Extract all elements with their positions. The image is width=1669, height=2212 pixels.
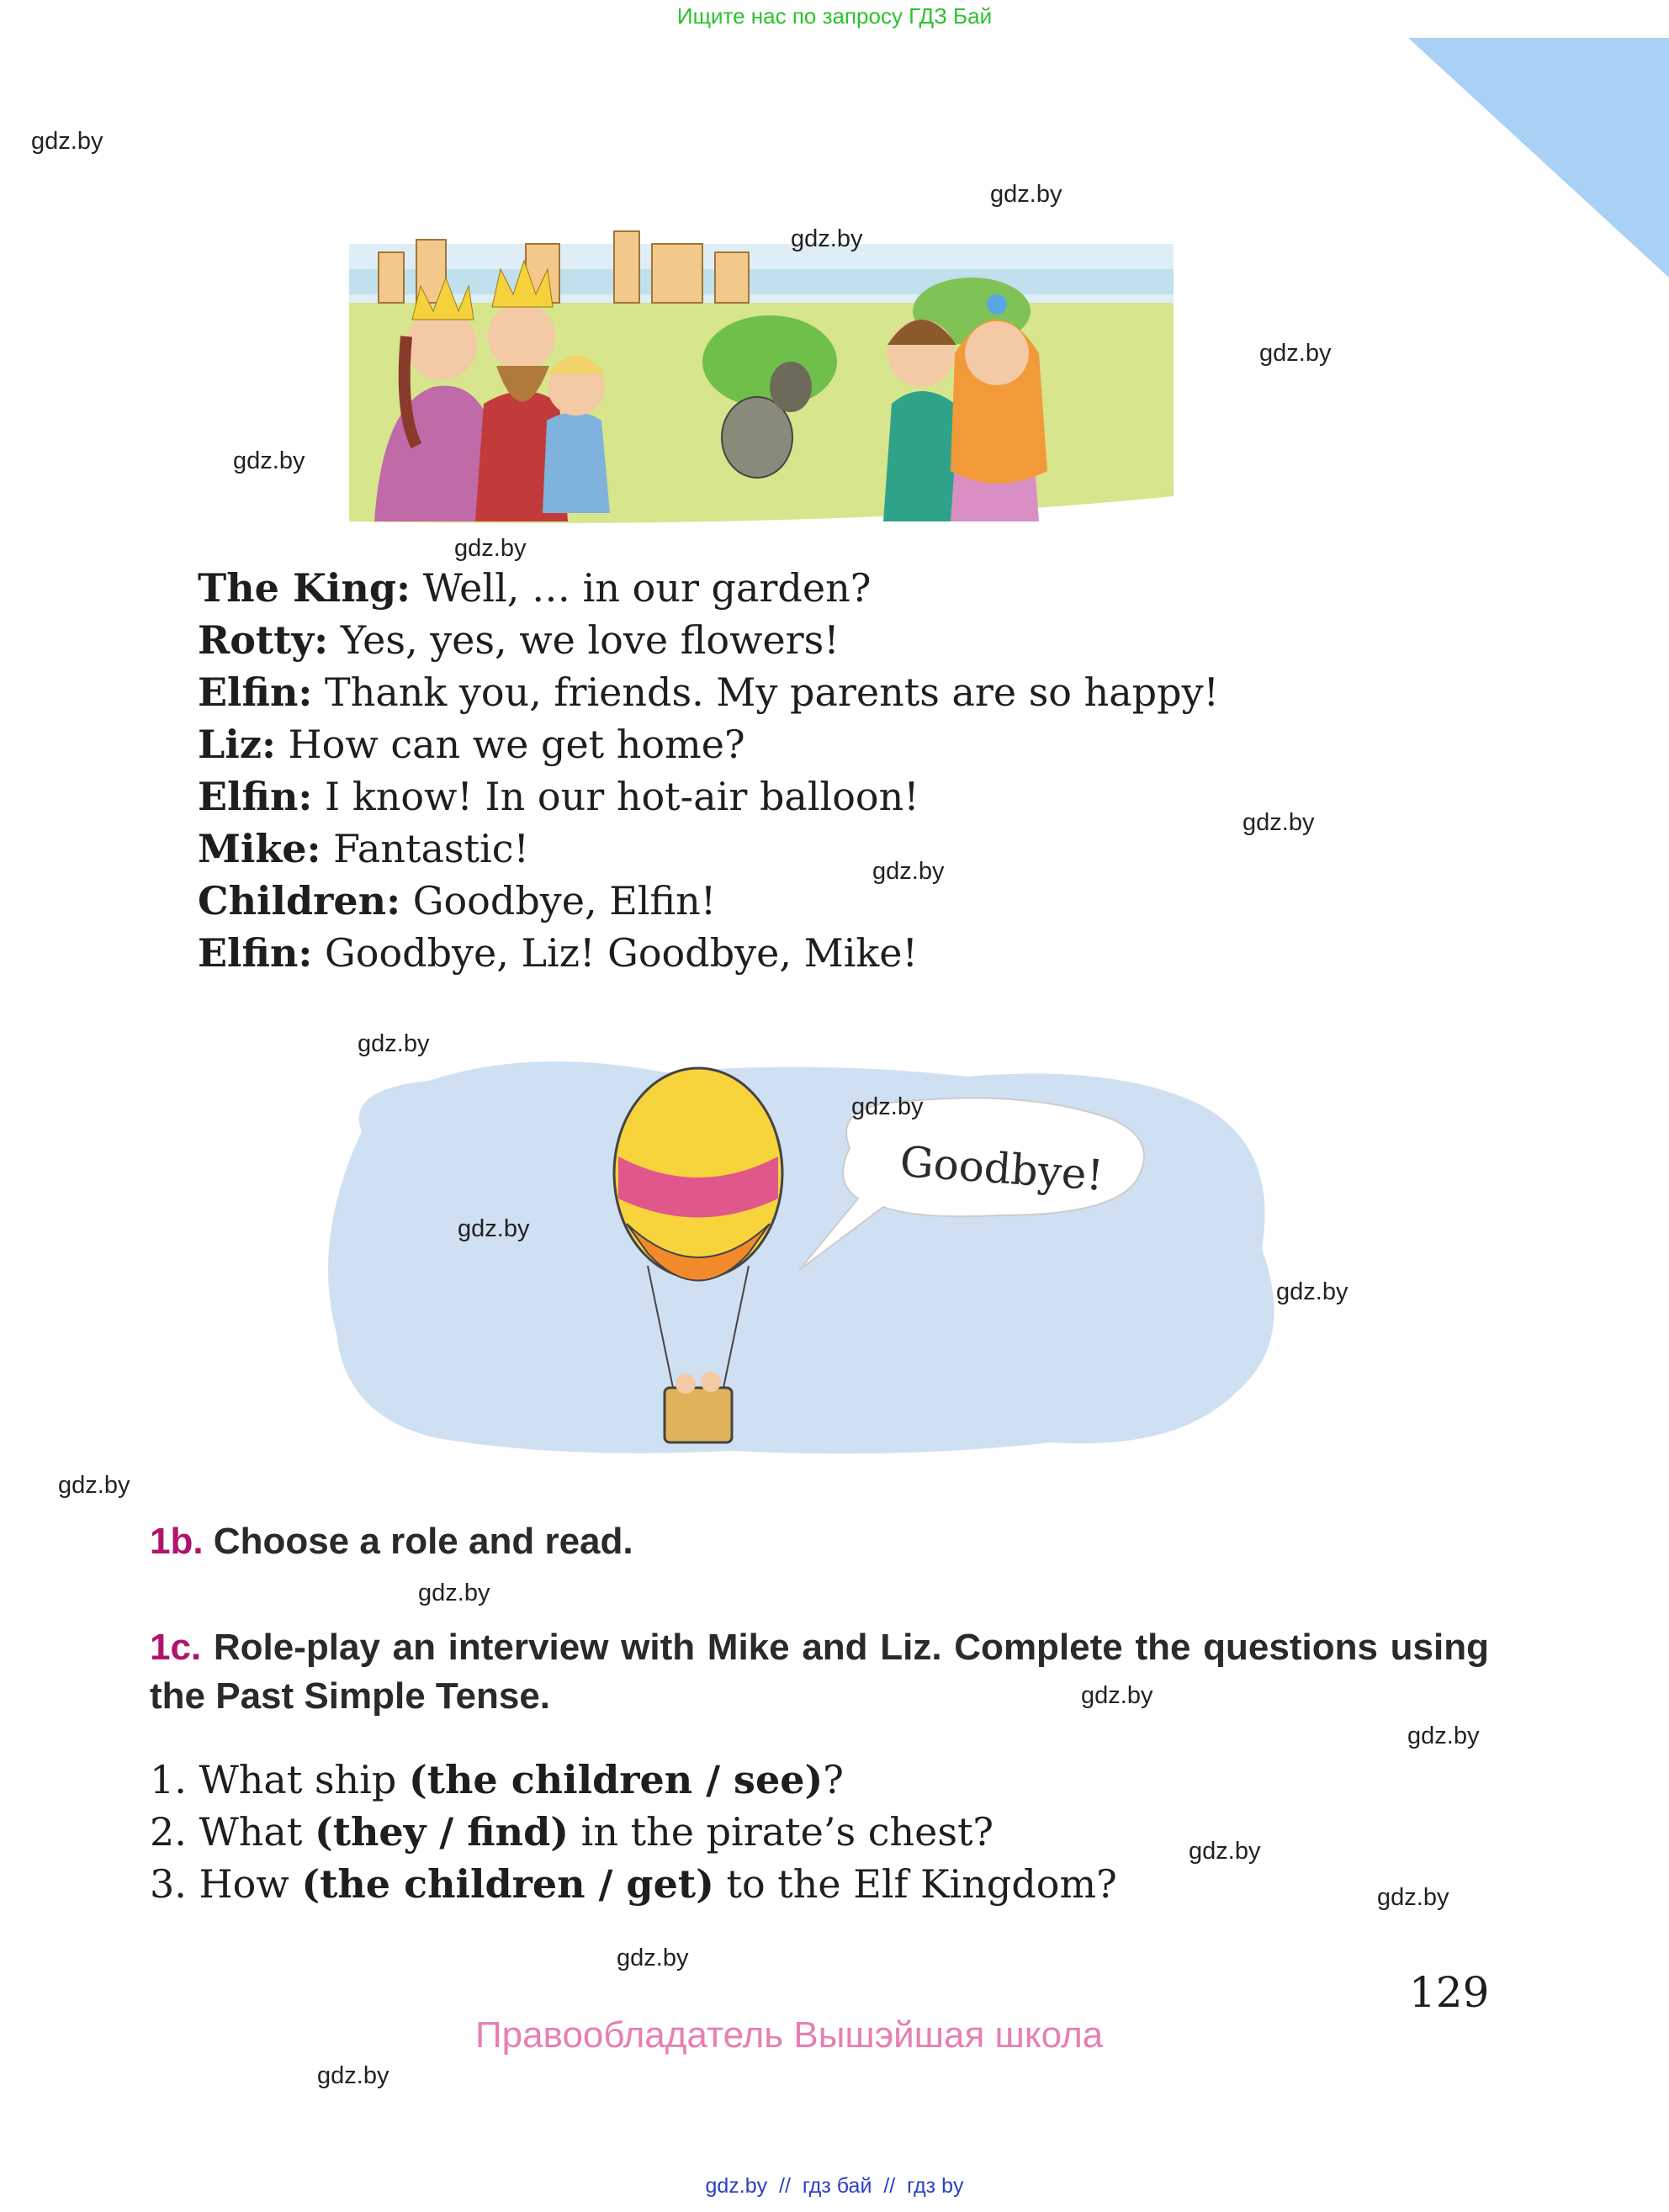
question-item: 2. What (they / find) in the pirate’s chest? [150, 1809, 994, 1855]
mike-figure [883, 320, 959, 521]
garden-scene-illustration [332, 193, 1190, 530]
task-1b-number: 1b. [150, 1521, 204, 1562]
task-1b-text: Choose a role and read. [203, 1521, 633, 1562]
watermark: gdz.by [1189, 1838, 1261, 1865]
dialog-line: Mike: Fantastic! [198, 826, 529, 871]
watermark: gdz.by [617, 1945, 689, 1971]
watermark: gdz.by [233, 447, 305, 474]
watermark: gdz.by [58, 1472, 130, 1499]
watermark: gdz.by [1081, 1682, 1153, 1709]
task-1c [150, 1623, 1489, 1721]
dialog-line: Rotty: Yes, yes, we love flowers! [198, 617, 840, 663]
watermark: gdz.by [458, 1215, 530, 1242]
watermark: gdz.by [990, 181, 1062, 208]
dialog-line: Elfin: Thank you, friends. My parents are so happy! [198, 669, 1220, 715]
watermark: gdz.by [1377, 1884, 1449, 1911]
question-item: 1. What ship (the children / see)? [150, 1757, 844, 1802]
watermark: gdz.by [454, 535, 527, 562]
dialog-line: Children: Goodbye, Elfin! [198, 878, 717, 923]
corner-fold-decoration [1408, 38, 1669, 278]
rights-holder: Правообладатель Вышэйшая школа [475, 2014, 1104, 2056]
speech-bubble-text: Goodbye! [898, 1137, 1105, 1200]
watermark: gdz.by [418, 1580, 490, 1606]
balloon-illustration [311, 1056, 1300, 1459]
elfin-figure [543, 356, 610, 514]
watermark: gdz.by [317, 2062, 389, 2089]
watermark: gdz.by [1259, 340, 1332, 367]
task-1b [150, 1521, 633, 1563]
question-list [150, 1754, 1117, 1910]
task-1c-number: 1c. [150, 1627, 202, 1668]
watermark: gdz.by [31, 128, 103, 155]
page-number: 129 [1409, 1968, 1490, 2017]
watermark: gdz.by [791, 225, 863, 252]
watermark: gdz.by [872, 858, 945, 885]
bottom-links[interactable]: gdz.by // гдз бай // гдз by [705, 2174, 964, 2198]
task-1c-text: Role-play an interview with Mike and Liz. Complete the questions using the Past Simple Tense. [150, 1627, 1489, 1717]
watermark: gdz.by [1276, 1278, 1348, 1305]
question-item: 3. How (the children / get) to the Elf Kingdom? [150, 1861, 1117, 1907]
watermark: gdz.by [851, 1093, 924, 1120]
dialog [198, 562, 1219, 979]
dialog-line: Elfin: Goodbye, Liz! Goodbye, Mike! [198, 930, 918, 976]
watermark: gdz.by [358, 1030, 430, 1057]
watermark: gdz.by [1242, 809, 1315, 836]
dialog-line: The King: Well, … in our garden? [198, 565, 872, 611]
dialog-line: Liz: How can we get home? [198, 722, 745, 767]
top-banner[interactable]: Ищите нас по запросу ГДЗ Бай [676, 3, 993, 29]
watermark: gdz.by [1407, 1723, 1480, 1749]
dialog-line: Elfin: I know! In our hot-air balloon! [198, 774, 919, 819]
